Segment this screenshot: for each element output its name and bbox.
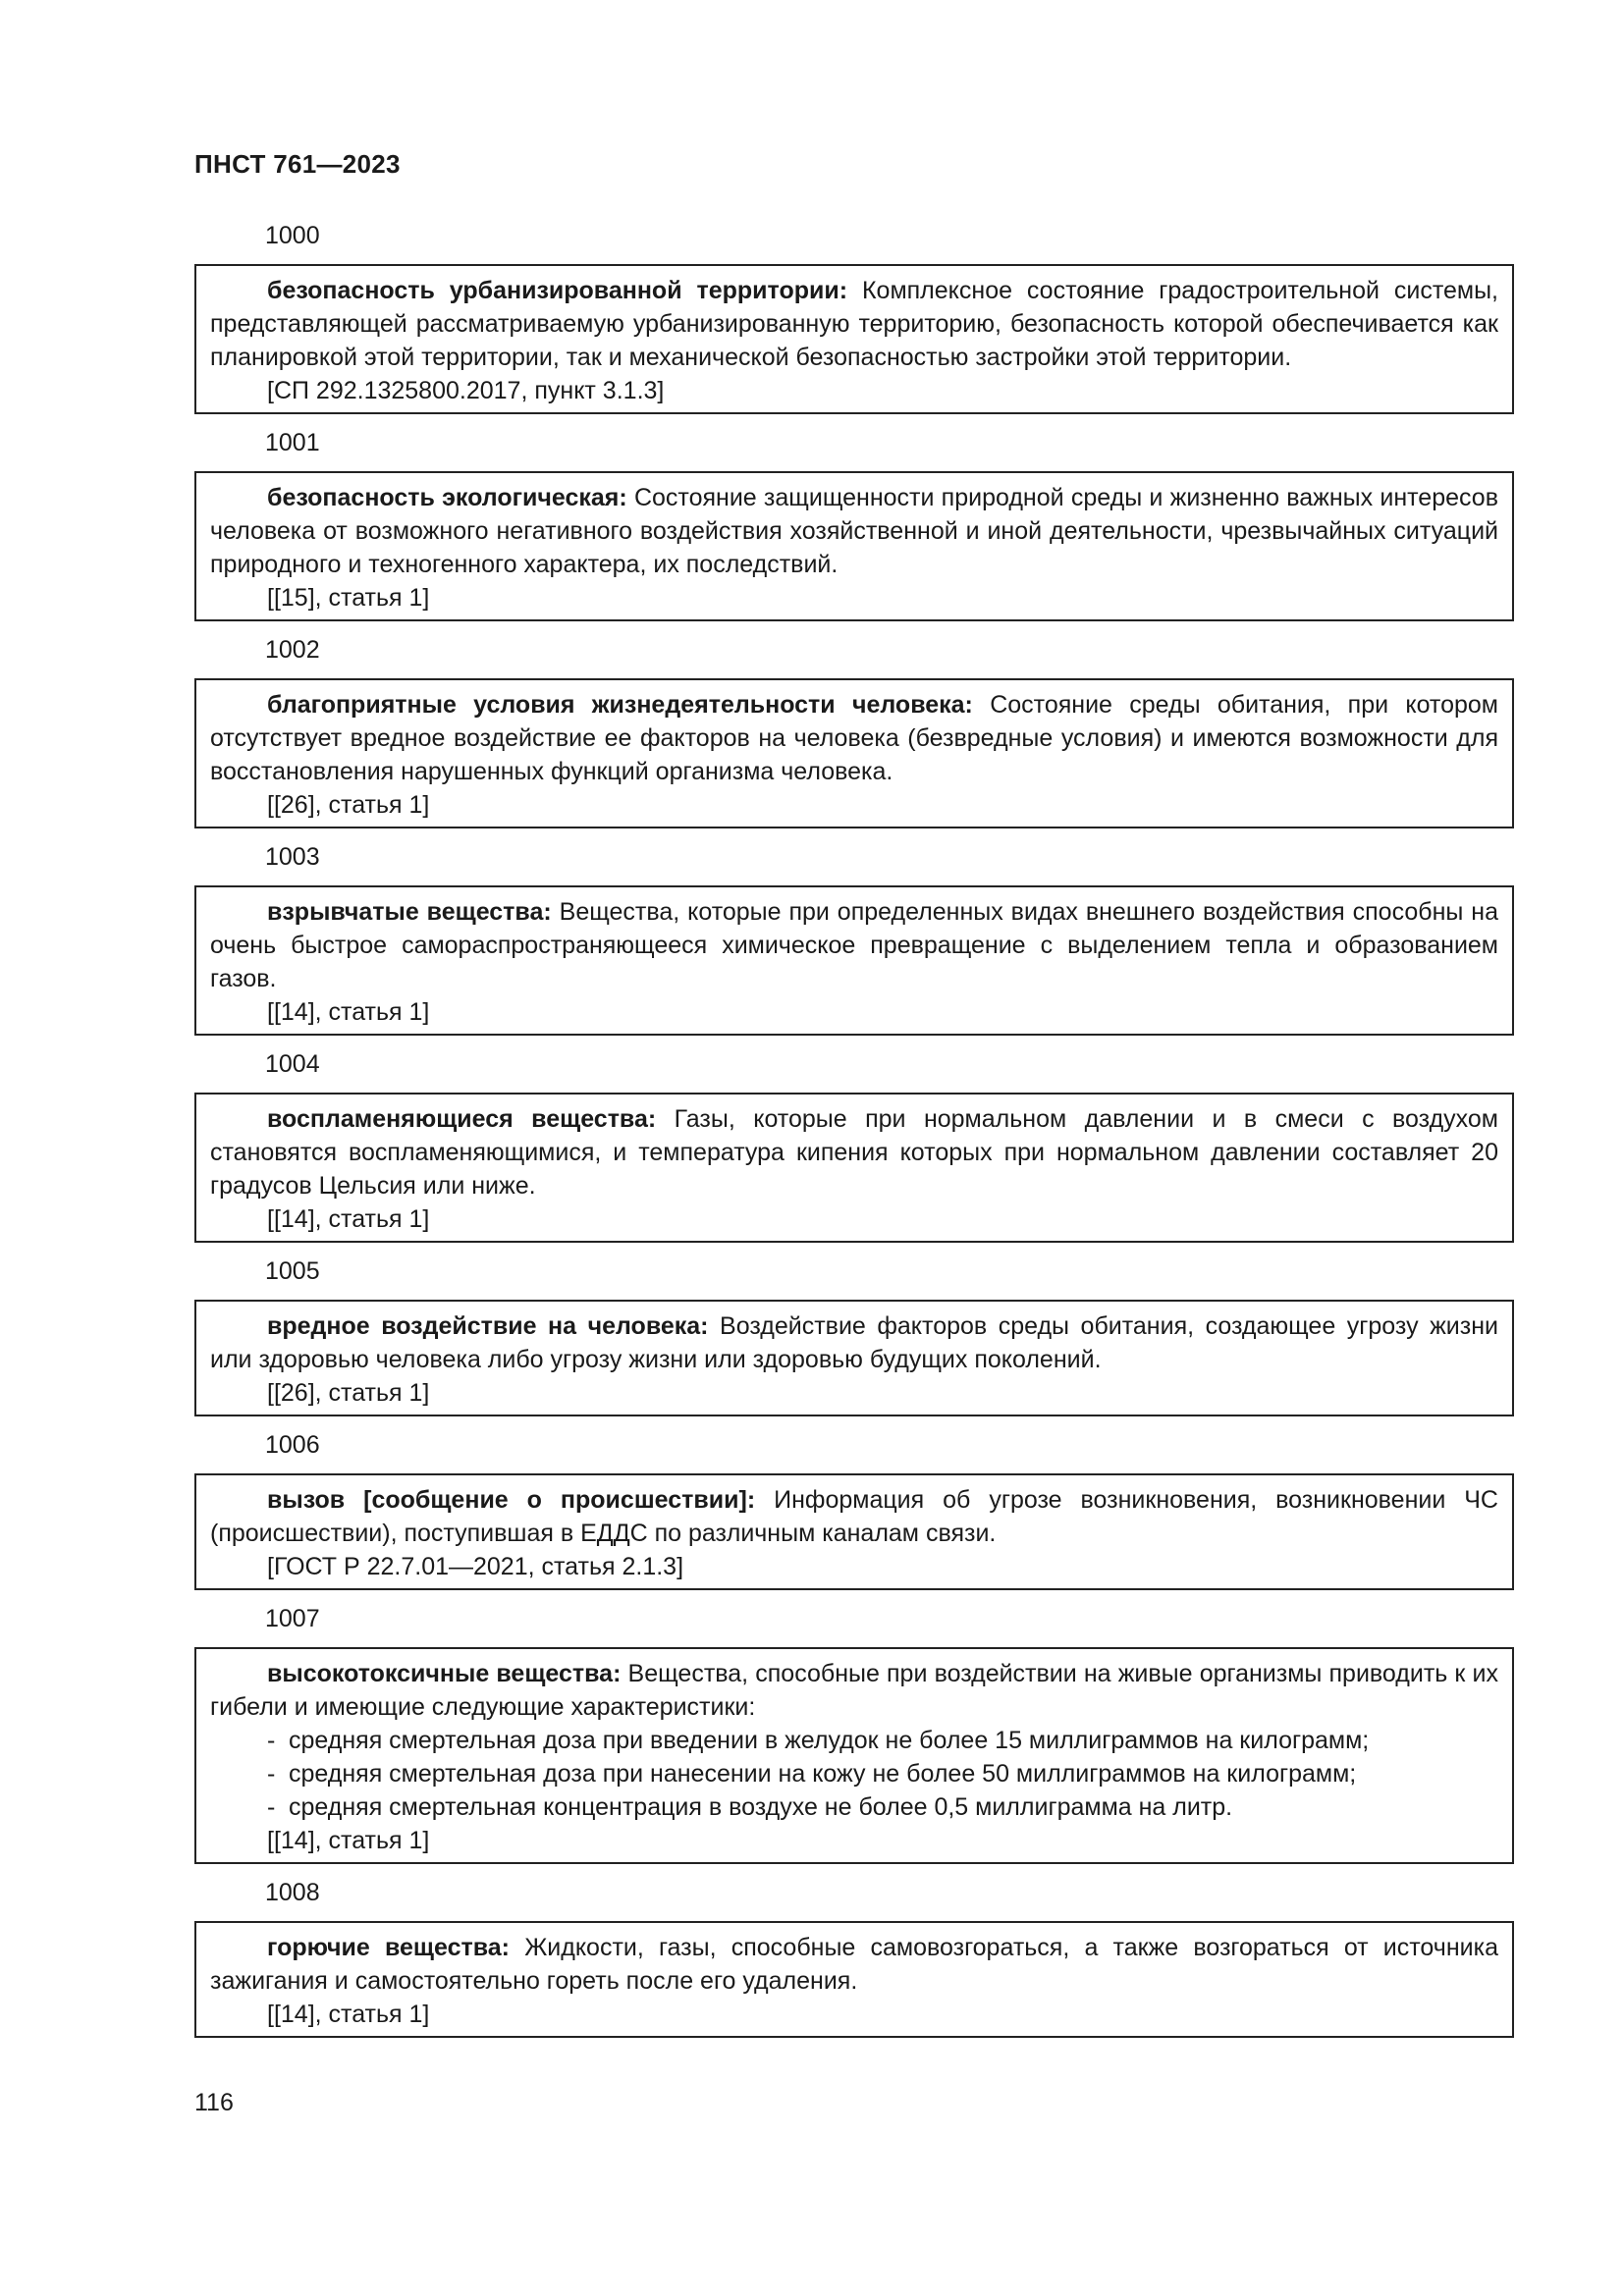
- entry-source: [[15], статья 1]: [267, 584, 430, 612]
- term-entry: [194, 1093, 1514, 1243]
- entry-source: [ГОСТ Р 22.7.01—2021, статья 2.1.3]: [267, 1553, 684, 1580]
- entry-term: взрывчатые вещества:: [267, 898, 552, 926]
- list-dash: -: [267, 1727, 276, 1754]
- entry-source: [СП 292.1325800.2017, пункт 3.1.3]: [267, 377, 665, 404]
- entry-number: 1005: [265, 1257, 320, 1285]
- entry-term: высокотоксичные вещества:: [267, 1660, 622, 1687]
- entry-number: 1001: [265, 429, 320, 456]
- entry-definition: [210, 1102, 1498, 1202]
- entry-term: безопасность экологическая:: [267, 484, 627, 511]
- entry-definition: [210, 688, 1498, 788]
- entry-source: [[14], статья 1]: [267, 1205, 430, 1233]
- term-entry: [194, 1473, 1514, 1590]
- list-item-text: средняя смертельная доза при введении в желудок не более 15 миллиграммов на килограмм;: [289, 1727, 1370, 1754]
- entry-number: 1007: [265, 1605, 320, 1632]
- entry-definition: [210, 1657, 1498, 1724]
- entry-number: 1003: [265, 843, 320, 871]
- term-entries: [194, 221, 1514, 2052]
- term-entry: [194, 1921, 1514, 2038]
- entry-term: воспламеняющиеся вещества:: [267, 1105, 657, 1133]
- term-entry: [194, 264, 1514, 414]
- list-dash: -: [267, 1793, 276, 1821]
- list-item-text: средняя смертельная доза при нанесении на кожу не более 50 миллиграммов на килограмм;: [289, 1760, 1357, 1788]
- entry-definition-text: Вещества, которые при определенных видах внешнего воздействия способны на очень быстрое самораспространяющееся химическое превращение с выделением тепла и образованием газов.: [210, 898, 1498, 992]
- term-entry: [194, 885, 1514, 1036]
- entry-definition: [210, 1931, 1498, 1998]
- entry-number: 1004: [265, 1050, 320, 1078]
- entry-definition: [210, 1309, 1498, 1376]
- entry-number: 1006: [265, 1431, 320, 1459]
- entry-definition-text: Состояние среды обитания, при котором отсутствует вредное воздействие ее факторов на человека (безвредные условия) и имеются возможности для восстановления нарушенных функций организма человека.: [210, 691, 1498, 785]
- document-header: ПНСТ 761—2023: [194, 149, 401, 179]
- entry-definition: [210, 895, 1498, 995]
- entry-definition: [210, 1483, 1498, 1550]
- list-item: [267, 1757, 1498, 1790]
- term-entry: [194, 1300, 1514, 1416]
- term-entry: [194, 1647, 1514, 1864]
- entry-number: 1000: [265, 222, 320, 249]
- entry-source: [[14], статья 1]: [267, 998, 430, 1026]
- entry-definition-text: Вещества, способные при воздействии на живые организмы приводить к их гибели и имеющие следующие характеристики:: [210, 1660, 1498, 1721]
- list-item: [267, 1724, 1498, 1757]
- list-item: [267, 1790, 1498, 1824]
- entry-number: 1008: [265, 1879, 320, 1906]
- entry-term: горючие вещества:: [267, 1934, 511, 1961]
- list-item-text: средняя смертельная концентрация в воздухе не более 0,5 миллиграмма на литр.: [289, 1793, 1233, 1821]
- entry-term: вызов [сообщение о происшествии]:: [267, 1486, 756, 1514]
- entry-definition-text: Состояние защищенности природной среды и жизненно важных интересов человека от возможного негативного воздействия хозяйственной и иной деятельности, чрезвычайных ситуаций природного и техногенного характера, их последствий.: [210, 484, 1498, 578]
- entry-source: [[14], статья 1]: [267, 2001, 430, 2028]
- entry-definition-text: Воздействие факторов среды обитания, создающее угрозу жизни или здоровью человека либо угрозу жизни или здоровью будущих поколений.: [210, 1312, 1499, 1373]
- term-entry: [194, 678, 1514, 828]
- page-number: 116: [194, 2089, 234, 2116]
- list-dash: -: [267, 1760, 276, 1788]
- entry-term: безопасность урбанизированной территории:: [267, 277, 848, 304]
- entry-definition-text: Информация об угрозе возникновения, возникновении ЧС (происшествии), поступившая в ЕДДС по различным каналам связи.: [210, 1486, 1498, 1547]
- entry-source: [[26], статья 1]: [267, 791, 430, 819]
- entry-definition: [210, 274, 1498, 374]
- entry-term: благоприятные условия жизнедеятельности человека:: [267, 691, 973, 719]
- entry-number: 1002: [265, 636, 320, 664]
- entry-source: [[14], статья 1]: [267, 1827, 430, 1854]
- entry-source: [[26], статья 1]: [267, 1379, 430, 1407]
- entry-definition: [210, 481, 1498, 581]
- entry-definition-text: Комплексное состояние градостроительной системы, представляющей рассматриваемую урбанизированную территорию, безопасность которой обеспечивается как планировкой этой территории, так и механической безопасностью застройки этой территории.: [210, 277, 1499, 371]
- entry-term: вредное воздействие на человека:: [267, 1312, 709, 1340]
- entry-definition-text: Газы, которые при нормальном давлении и в смеси с воздухом становятся воспламеняющимися, и температура кипения которых при нормальном давлении составляет 20 градусов Цельсия или ниже.: [210, 1105, 1498, 1200]
- entry-definition-text: Жидкости, газы, способные самовозгораться, а также возгораться от источника зажигания и самостоятельно гореть после его удаления.: [210, 1934, 1498, 1995]
- term-entry: [194, 471, 1514, 621]
